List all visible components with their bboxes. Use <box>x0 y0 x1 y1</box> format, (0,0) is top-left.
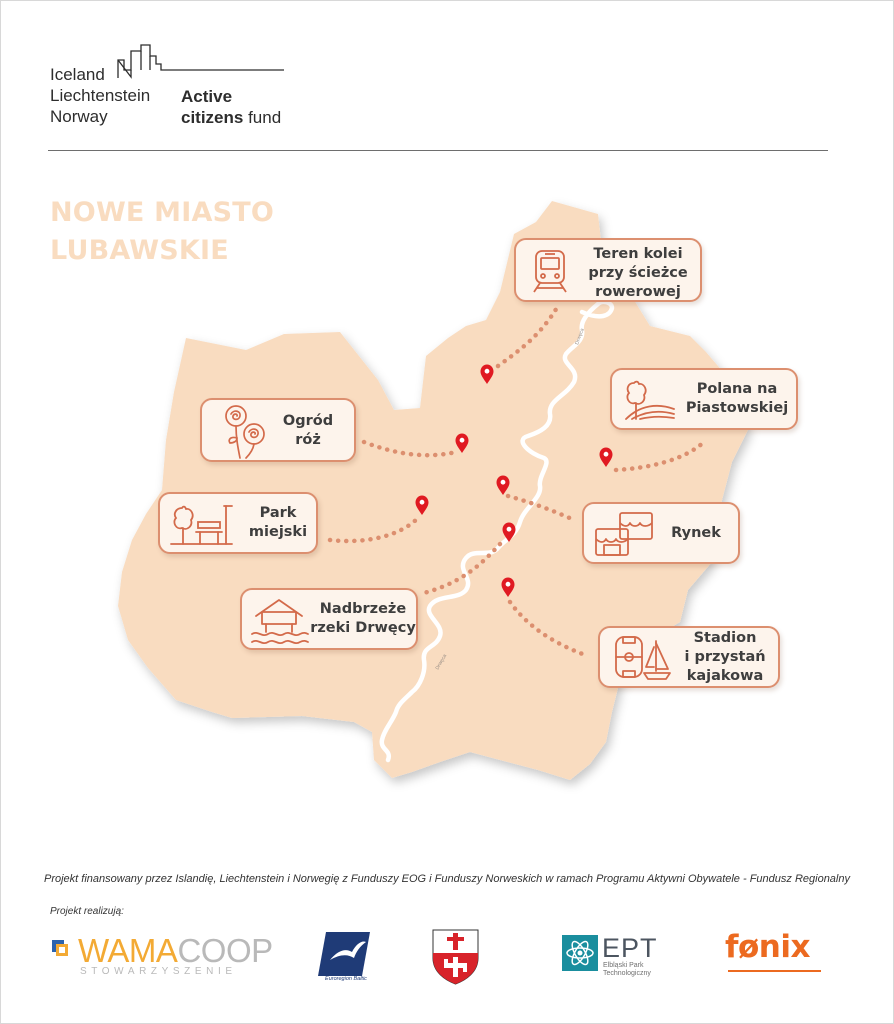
map-title-line1: NOWE MIASTO <box>50 197 275 228</box>
logo-fund-line1: Active <box>181 87 233 106</box>
place-card-nadbrzeze <box>240 588 418 650</box>
train-icon <box>526 247 574 295</box>
place-label-polana: Polana na Piastowskiej <box>685 381 789 416</box>
logo-fund-line2: citizens fund <box>181 108 282 127</box>
place-card-ogrod-roz <box>200 398 356 462</box>
wamacoop-logo-icon <box>52 940 68 956</box>
fonix-underline <box>728 970 821 972</box>
stadium-sailboat-icon <box>612 633 672 685</box>
euroregion-baltic-text: Euroregion Baltic <box>325 976 367 982</box>
riverside-house-icon <box>248 596 310 648</box>
wamacoop-logo-text: WAMACOOP <box>78 932 273 969</box>
place-label-park-miejski: Park miejski <box>248 505 308 540</box>
logo-country-norway: Norway <box>50 107 108 126</box>
place-card-teren-kolei <box>514 238 702 302</box>
map-title-line2: LUBAWSKIE <box>50 235 229 266</box>
ept-logo-text: EPT <box>602 933 658 963</box>
roses-icon <box>216 402 270 460</box>
market-stalls-icon <box>592 509 658 561</box>
place-label-ogrod-roz: Ogród róż <box>282 413 334 448</box>
place-card-stadion <box>598 626 780 688</box>
euroregion-baltic-logo-icon <box>318 932 370 976</box>
place-card-rynek <box>582 502 740 564</box>
ept-subtitle: Elbląski Park Technologiczny <box>603 962 651 977</box>
wamacoop-subtitle: STOWARZYSZENIE <box>80 966 237 977</box>
logo-country-iceland: Iceland <box>50 65 105 84</box>
ept-atom-logo-icon <box>562 935 598 971</box>
meadow-tree-icon <box>620 375 676 425</box>
place-label-teren-kolei: Teren kolei przy ścieżce rowerowej <box>588 246 688 300</box>
place-label-nadbrzeze: Nadbrzeże rzeki Drwęcy <box>310 601 416 636</box>
river-label-south: Drwęca <box>434 653 449 671</box>
funding-note: Projekt finansowany przez Islandię, Liechtenstein i Norwegię z Funduszy EOG i Funduszy Norweskich w ramach Programu Aktywni Obywatele - Fundusz Regionalny <box>43 873 850 885</box>
map-title <box>50 194 274 270</box>
place-card-park-miejski <box>158 492 318 554</box>
place-label-stadion: Stadion i przystań kajakowa <box>684 630 766 684</box>
river-label-north: Drwęca <box>574 327 586 346</box>
realized-by-label: Projekt realizują: <box>50 906 124 917</box>
place-label-rynek: Rynek <box>671 525 721 541</box>
park-bench-icon <box>168 500 234 550</box>
town-coat-of-arms-icon <box>433 930 478 984</box>
fonix-logo-text: fønix <box>725 929 810 965</box>
logo-country-liechtenstein: Liechtenstein <box>50 86 151 105</box>
place-card-polana <box>610 368 798 430</box>
